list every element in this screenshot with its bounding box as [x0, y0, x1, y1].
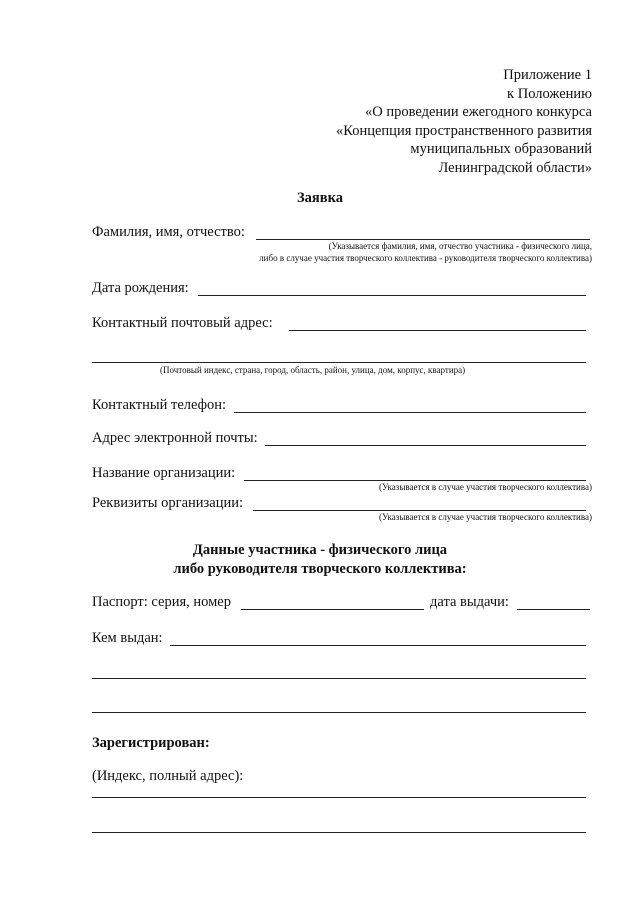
email-label: Адрес электронной почты: — [92, 430, 258, 446]
org-requisites-field[interactable] — [253, 510, 586, 511]
section-heading-line-2: либо руководителя творческого коллектива: — [173, 561, 467, 577]
address-field[interactable] — [92, 797, 586, 798]
header-line-6: Ленинградской области» — [438, 159, 592, 176]
passport-label: Паспорт: серия, номер — [92, 594, 231, 610]
page-title: Заявка — [297, 190, 343, 206]
issued-by-field-3[interactable] — [92, 712, 586, 713]
phone-field[interactable] — [234, 412, 586, 413]
birth-date-field[interactable] — [198, 295, 586, 296]
org-name-label: Название организации: — [92, 465, 236, 481]
address-label: (Индекс, полный адрес): — [92, 768, 244, 784]
postal-address-field-2[interactable] — [92, 362, 586, 363]
registered-label: Зарегистрирован: — [92, 735, 210, 751]
issued-by-field-2[interactable] — [92, 678, 586, 679]
header-line-3: «О проведении ежегодного конкурса — [364, 104, 592, 121]
passport-number-field[interactable] — [241, 609, 424, 610]
appendix-header — [336, 66, 592, 178]
passport-date-field[interactable] — [517, 609, 590, 610]
phone-label: Контактный телефон: — [92, 397, 227, 413]
org-requisites-hint: (Указывается в случае участия творческого коллектива) — [378, 512, 592, 522]
header-line-2: к Положению — [507, 85, 592, 102]
org-name-hint: (Указывается в случае участия творческого коллектива) — [378, 482, 592, 492]
org-name-field[interactable] — [244, 480, 586, 481]
address-field-2[interactable] — [92, 832, 586, 833]
section-heading-line-1: Данные участника - физического лица — [192, 542, 448, 558]
postal-address-label: Контактный почтовый адрес: — [92, 315, 273, 331]
fio-hint-2: либо в случае участия творческого коллектива - руководителя творческого коллектива) — [259, 253, 592, 263]
passport-date-label: дата выдачи: — [430, 594, 509, 610]
section-heading — [0, 541, 640, 579]
header-line-1: Приложение 1 — [503, 67, 592, 83]
postal-address-field[interactable] — [289, 330, 586, 331]
issued-by-label: Кем выдан: — [92, 630, 163, 646]
org-requisites-label: Реквизиты организации: — [92, 495, 244, 511]
issued-by-field[interactable] — [170, 645, 586, 646]
email-field[interactable] — [265, 445, 586, 446]
postal-address-hint: (Почтовый индекс, страна, город, область, район, улица, дом, корпус, квартира) — [160, 365, 466, 375]
header-line-5: муниципальных образований — [410, 141, 592, 158]
fio-hint-1: (Указывается фамилия, имя, отчество участника - физического лица, — [328, 241, 592, 251]
fio-label: Фамилия, имя, отчество: — [92, 224, 245, 240]
birth-date-label: Дата рождения: — [92, 280, 189, 296]
fio-field[interactable] — [256, 239, 590, 240]
header-line-4: «Концепция пространственного развития — [336, 122, 592, 139]
